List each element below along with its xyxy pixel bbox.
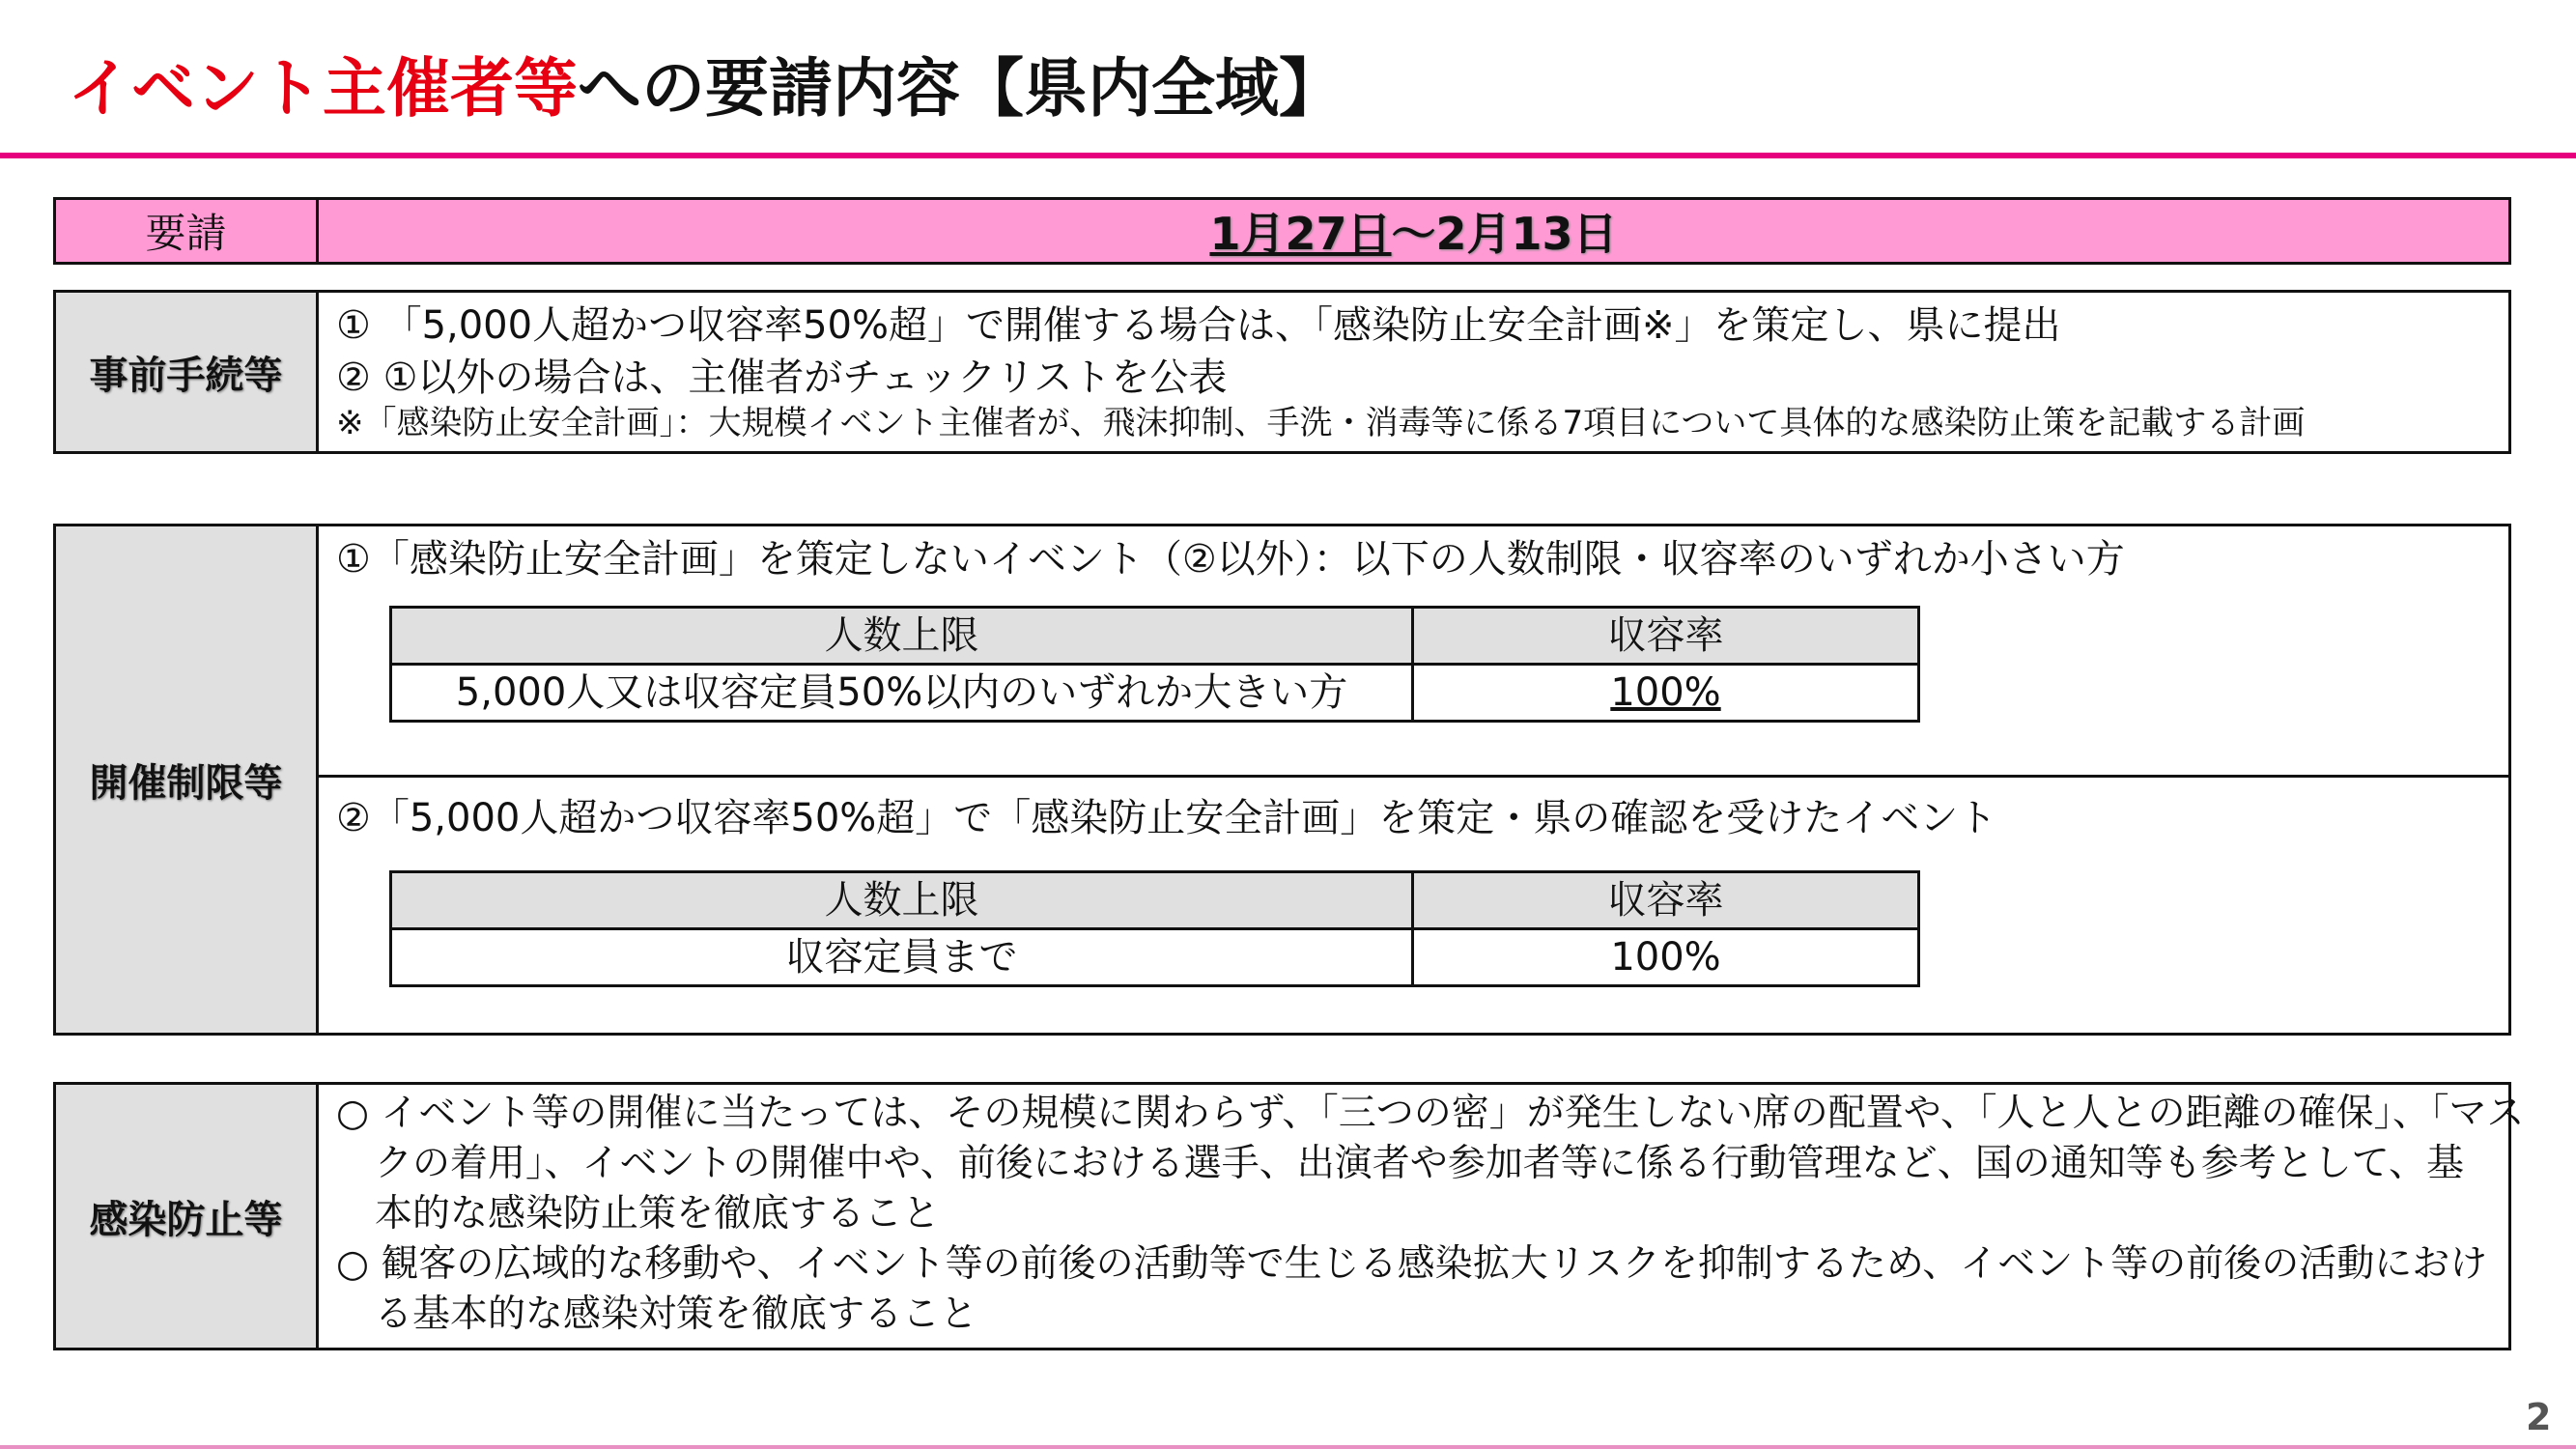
title-rest: への要請内容【県内全域】: [578, 51, 1343, 126]
period-label: [56, 200, 319, 262]
period-label-text: 要請: [145, 210, 227, 257]
procedures-label-text: 事前手続等: [89, 353, 283, 398]
limits-section: [53, 524, 2511, 1036]
limits-label-text: 開催制限等: [89, 760, 283, 806]
cell-rate: 100%: [1413, 929, 1919, 986]
limits-case2-heading: ②「5,000人超かつ収容率50%超」で「感染防止安全計画」を策定・県の確認を受けたイベント: [336, 796, 1997, 840]
procedures-note: ※「感染防止安全計画」：大規模イベント主催者が、飛沫抑制、手洗・消毒等に係る7項目について具体的な感染防止策を記載する計画: [336, 404, 2306, 442]
cell-capacity: 収容定員まで: [391, 929, 1413, 986]
prevention-label: [56, 1085, 319, 1348]
title-divider: [0, 153, 2576, 158]
title-highlight: イベント主催者等: [68, 51, 578, 126]
procedures-line-2: ② ①以外の場合は、主催者がチェックリストを公表: [336, 355, 1228, 400]
procedures-section: [53, 290, 2511, 454]
prevention-p1-line-1: ○ イベント等の開催に当たっては、その規模に関わらず、「三つの密」が発生しない席の配置や、「人と人との距離の確保」、「マス: [336, 1092, 2525, 1135]
limits-divider: [319, 775, 2508, 778]
procedures-label: [56, 293, 319, 451]
limits-label: [56, 526, 319, 1033]
prevention-section: [53, 1082, 2525, 1350]
period-start: 1月27日: [1209, 208, 1392, 260]
period-row: [53, 197, 2511, 265]
page-title: [68, 41, 1343, 137]
procedures-line-1: ① 「5,000人超かつ収容率50%超」で開催する場合は、「感染防止安全計画※」を策定し、県に提出: [336, 303, 2061, 348]
period-value: [319, 200, 2508, 262]
table-header-row: [391, 872, 1919, 929]
prevention-label-text: 感染防止等: [89, 1197, 283, 1242]
prevention-p2-line-1: ○ 観客の広域的な移動や、イベント等の前後の活動等で生じる感染拡大リスクを抑制するため、イベント等の前後の活動におけ: [336, 1242, 2488, 1286]
page-number: 2: [2526, 1396, 2552, 1438]
limits-case1-heading: ①「感染防止安全計画」を策定しないイベント（②以外）：以下の人数制限・収容率のいずれか小さい方: [336, 537, 2125, 582]
limits-case2-table: [389, 870, 1920, 987]
col-header-capacity: 人数上限: [391, 608, 1413, 665]
table-header-row: [391, 608, 1919, 665]
prevention-p1-line-3: 本的な感染防止策を徹底すること: [375, 1192, 941, 1236]
table-row: [391, 929, 1919, 986]
col-header-rate: 収容率: [1413, 608, 1919, 665]
limits-case1-table: [389, 606, 1920, 723]
table-row: [391, 665, 1919, 722]
col-header-capacity: 人数上限: [391, 872, 1413, 929]
cell-rate: 100%: [1413, 665, 1919, 722]
cell-capacity: 5,000人又は収容定員50%以内のいずれか大きい方: [391, 665, 1413, 722]
footer-divider: [0, 1445, 2576, 1449]
prevention-p2-line-2: る基本的な感染対策を徹底すること: [375, 1293, 978, 1336]
col-header-rate: 収容率: [1413, 872, 1919, 929]
prevention-p1-line-2: クの着用」、イベントの開催中や、前後における選手、出演者や参加者等に係る行動管理など、国の通知等も参考として、基: [375, 1142, 2464, 1185]
period-end: ～2月13日: [1391, 208, 1618, 260]
